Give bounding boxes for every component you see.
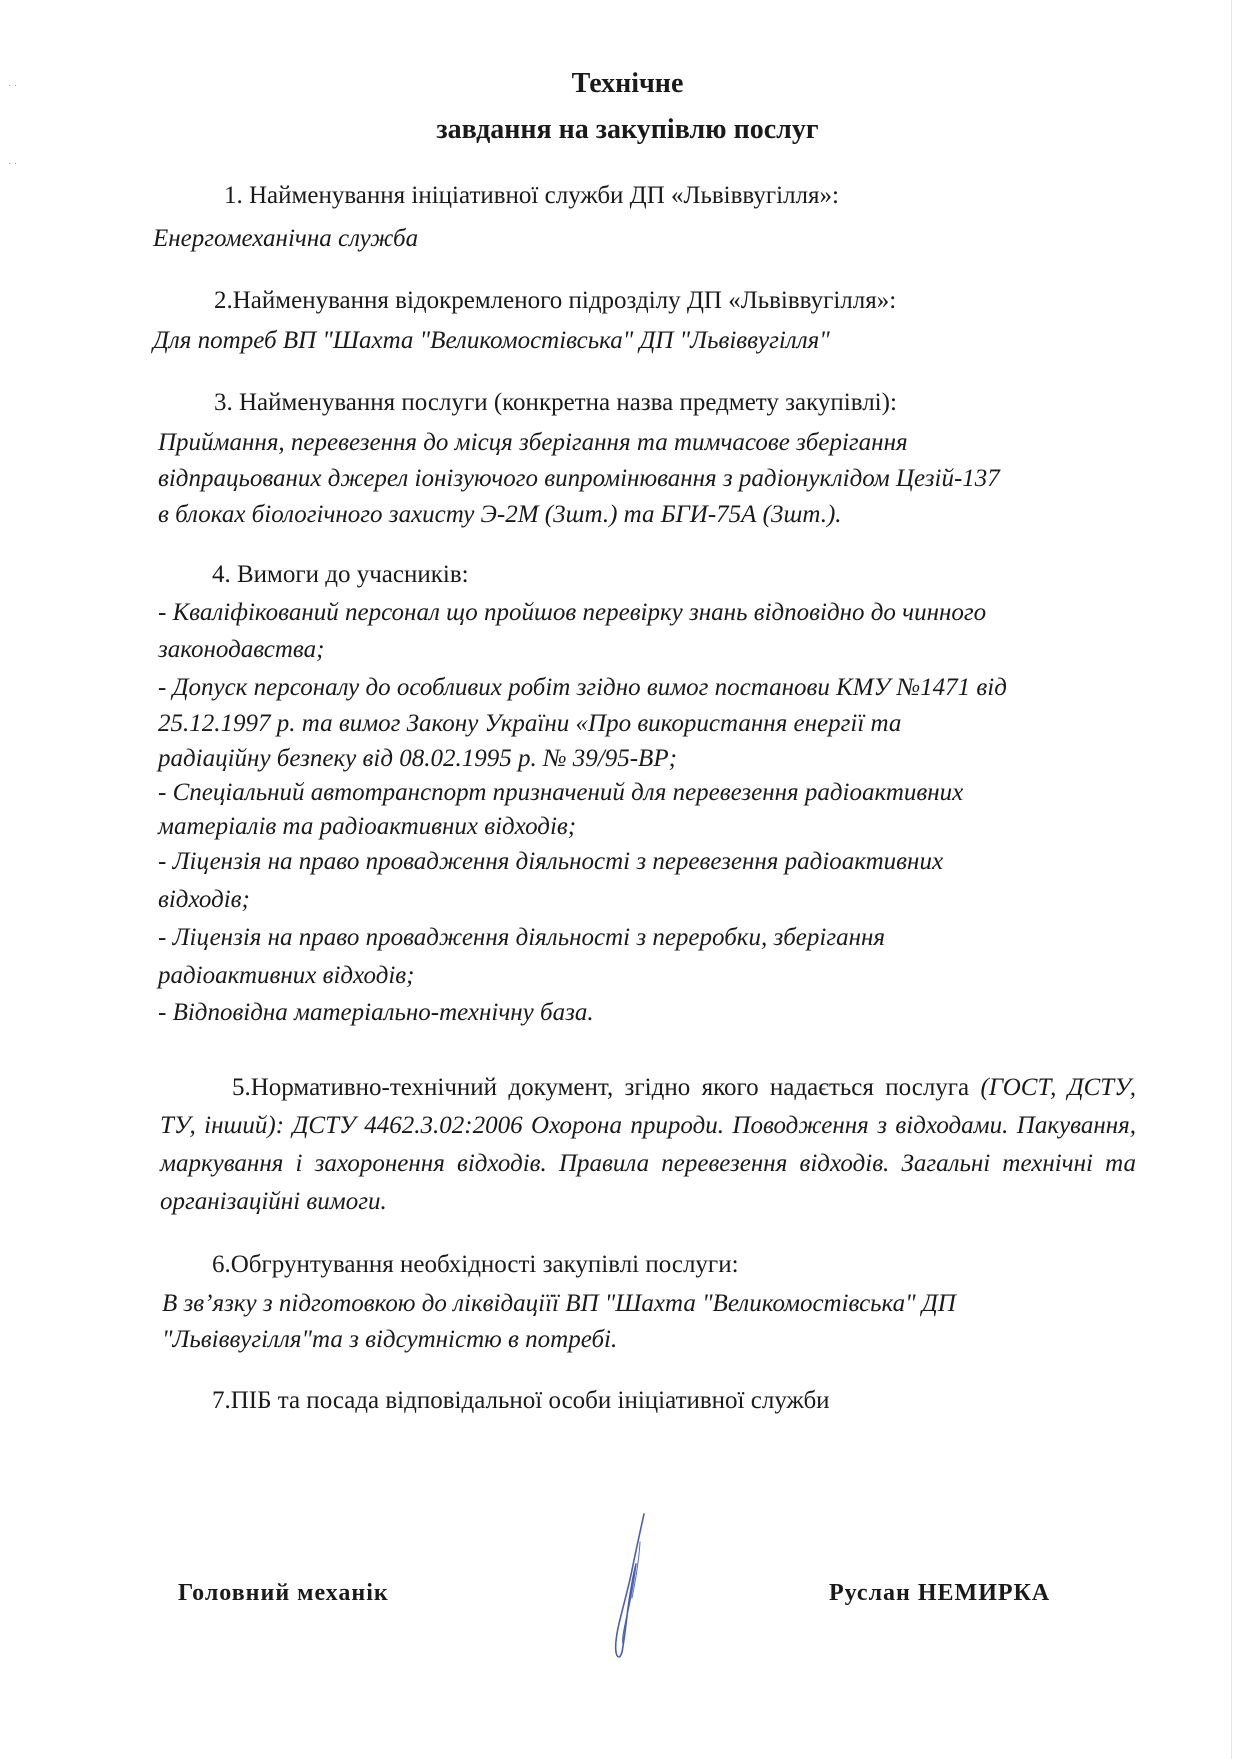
requirement-line: - Кваліфікований персонал що пройшов перевірку знань відповідно до чинного — [158, 599, 987, 626]
document-title: Технічне — [571, 68, 684, 99]
section-6-heading: 6.Обгрунтування необхідності закупівлі послуги: — [212, 1251, 739, 1278]
section-5-heading: 5.Нормативно-технічний документ, згідно якого надається послуга — [232, 1074, 970, 1101]
scan-speck: · · — [8, 81, 18, 92]
section-7-heading: 7.ПІБ та посада відповідальної особи ініціативної служби — [212, 1387, 830, 1414]
signatory-role: Головний механік — [178, 1580, 389, 1606]
requirement-line: матеріалів та радіоактивних відходів; — [158, 813, 577, 840]
requirement-line: відходів; — [158, 886, 250, 913]
section-2-value: Для потреб ВП "Шахта "Великомостівська" ДП "Львіввугілля" — [153, 327, 830, 354]
document-subtitle: завдання на закупівлю послуг — [436, 114, 819, 145]
scan-speck: · · — [8, 159, 18, 170]
section-3-line: Приймання, перевезення до місця зберігання та тимчасове зберігання — [158, 429, 908, 456]
section-3-line: відпрацьованих джерел іонізуючого випромінювання з радіонуклідом Цезій-137 — [158, 465, 1000, 492]
requirement-line: - Спеціальний автотранспорт призначений для перевезення радіоактивних — [158, 779, 964, 806]
section-3-heading: 3. Найменування послуги (конкретна назва предмету закупівлі): — [214, 389, 897, 416]
section-5-value: ДСТУ 4462.3.02:2006 Охорона природи. Поводження з відходами. Пакування, маркування і захоронення відходів. Правила перевезення відходів. Загальні технічні та організаційні вимоги. — [160, 1112, 1136, 1215]
section-6-line: "Львіввугілля"та з відсутністю в потребі. — [162, 1326, 618, 1353]
section-1-value: Енергомеханічна служба — [153, 225, 419, 252]
requirement-line: 25.12.1997 р. та вимог Закону України «Про використання енергії та — [158, 710, 902, 737]
section-6-line: В зв’язку з підготовкою до ліквідаціїї ВП "Шахта "Великомостівська" ДП — [162, 1290, 956, 1317]
handwritten-signature — [596, 1512, 666, 1662]
requirement-line: - Відповідна матеріально-технічну база. — [158, 999, 594, 1026]
scan-edge-line — [1231, 0, 1232, 1759]
requirement-line: - Ліцензія на право провадження діяльності з переробки, зберігання — [158, 924, 886, 951]
requirement-line: законодавства; — [158, 636, 325, 663]
section-3-line: в блоках біологічного захисту Э-2М (3шт.) та БГИ-75А (3шт.). — [158, 501, 842, 528]
requirement-line: - Ліцензія на право провадження діяльності з перевезення радіоактивних — [158, 848, 944, 875]
requirement-line: радіаційну безпеку від 08.02.1995 р. № 39/95-ВР; — [158, 745, 677, 772]
section-5-label: (ГОСТ, ДСТУ, ТУ, інший): — [160, 1074, 1137, 1139]
section-4-heading: 4. Вимоги до учасників: — [212, 561, 469, 588]
section-2-heading: 2.Найменування відокремленого підрозділу ДП «Львіввугілля»: — [214, 287, 897, 314]
section-1-heading: 1. Найменування ініціативної служби ДП «Львіввугілля»: — [224, 182, 839, 209]
signatory-name: Руслан НЕМИРКА — [829, 1580, 1051, 1606]
section-5-paragraph — [160, 1069, 1136, 1221]
requirement-line: - Допуск персоналу до особливих робіт згідно вимог постанови КМУ №1471 від — [158, 674, 1007, 701]
requirement-line: радіоактивних відходів; — [158, 962, 415, 989]
